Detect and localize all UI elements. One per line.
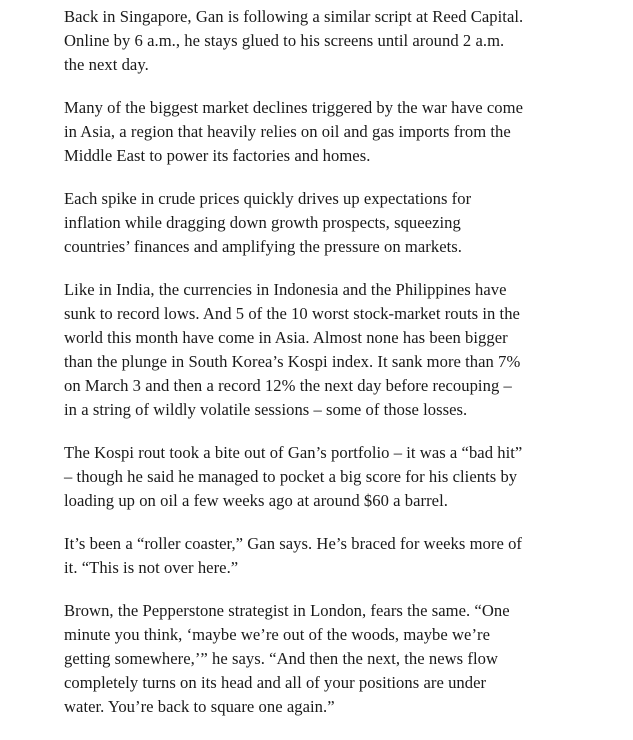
text-line: in a string of wildly volatile sessions – some of those losses.	[64, 400, 468, 419]
text-line: – though he said he managed to pocket a big score for his clients by	[64, 467, 518, 486]
paragraph	[64, 441, 564, 513]
text-line: in Asia, a region that heavily relies on oil and gas imports from the	[64, 122, 511, 141]
text-line: than the plunge in South Korea’s Kospi index. It sank more than 7%	[64, 352, 521, 371]
text-line: Each spike in crude prices quickly drives up expectations for	[64, 189, 472, 208]
text-line: Middle East to power its factories and homes.	[64, 146, 371, 165]
text-line: It’s been a “roller coaster,” Gan says. He’s braced for weeks more of	[64, 534, 522, 553]
text-line: countries’ finances and amplifying the pressure on markets.	[64, 237, 462, 256]
text-line: loading up on oil a few weeks ago at around $60 a barrel.	[64, 491, 448, 510]
text-line: on March 3 and then a record 12% the next day before recouping –	[64, 376, 512, 395]
text-line: sunk to record lows. And 5 of the 10 worst stock-market routs in the	[64, 304, 520, 323]
paragraph	[64, 96, 564, 168]
text-line: world this month have come in Asia. Almost none has been bigger	[64, 328, 508, 347]
text-line: Like in India, the currencies in Indonesia and the Philippines have	[64, 280, 507, 299]
text-line: Back in Singapore, Gan is following a similar script at Reed Capital.	[64, 7, 524, 26]
text-line: Brown, the Pepperstone strategist in London, fears the same. “One	[64, 601, 510, 620]
text-line: Many of the biggest market declines triggered by the war have come	[64, 98, 524, 117]
text-line: The Kospi rout took a bite out of Gan’s portfolio – it was a “bad hit”	[64, 443, 523, 462]
paragraph	[64, 532, 564, 580]
text-line: the next day.	[64, 55, 149, 74]
paragraph	[64, 278, 564, 422]
text-line: completely turns on its head and all of your positions are under	[64, 673, 487, 692]
article-body	[64, 5, 564, 738]
paragraph	[64, 599, 564, 719]
text-line: Online by 6 a.m., he stays glued to his screens until around 2 a.m.	[64, 31, 505, 50]
paragraph	[64, 187, 564, 259]
text-line: water. You’re back to square one again.”	[64, 697, 335, 716]
text-line: getting somewhere,’” he says. “And then the next, the news flow	[64, 649, 499, 668]
text-line: minute you think, ‘maybe we’re out of the woods, maybe we’re	[64, 625, 491, 644]
text-line: inflation while dragging down growth prospects, squeezing	[64, 213, 461, 232]
paragraph	[64, 5, 564, 77]
text-line: it. “This is not over here.”	[64, 558, 239, 577]
